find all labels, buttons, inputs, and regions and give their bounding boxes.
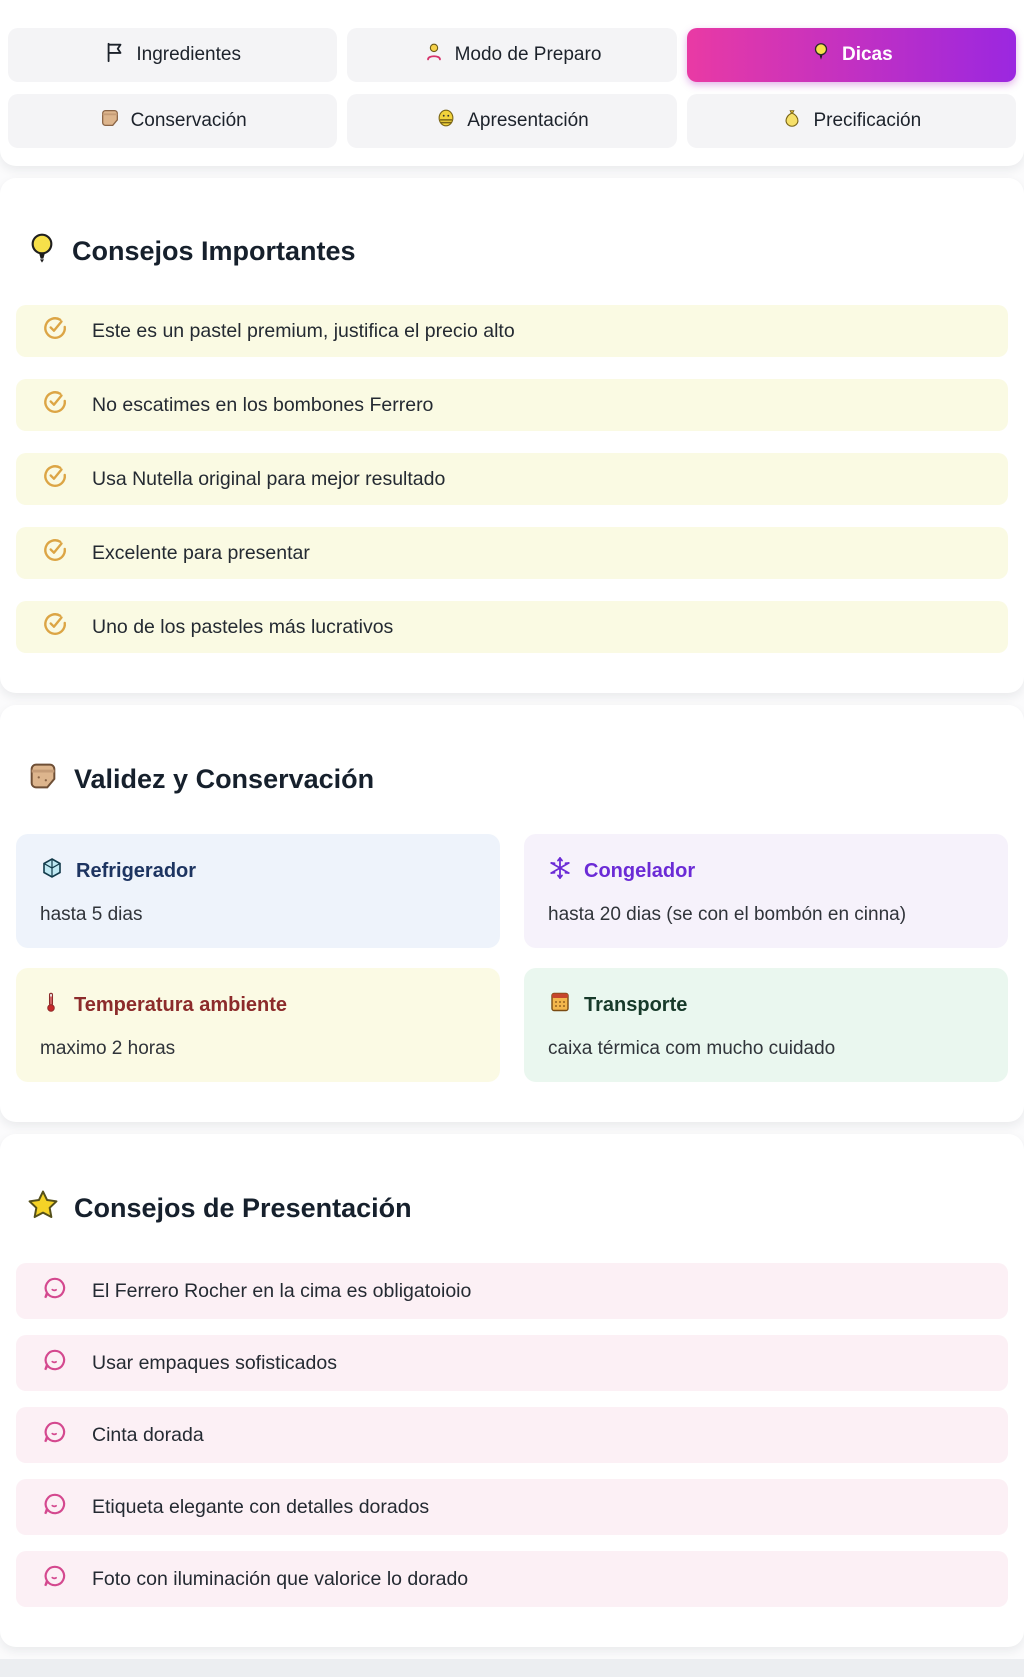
tab-label: Dicas [841,44,893,65]
snowflake-icon [548,856,572,886]
tab-label: Conservación [130,110,247,131]
card-value: caixa térmica com mucho cuidado [548,1038,836,1059]
check-circle-icon [42,463,68,495]
tab-label: Ingredientes [136,44,241,65]
section-title-text: Consejos Importantes [72,236,356,266]
card-header [548,990,984,1020]
card-header [40,856,476,886]
check-circle-icon [42,315,68,347]
tip-text: El Ferrero Rocher en la cima es obligatoioio [92,1279,472,1302]
tip-row [16,379,1008,431]
tip-row [16,1335,1008,1391]
speech-bubble-icon [42,1419,68,1451]
thermometer-icon [40,990,62,1020]
conservation-card-temperatura [16,968,500,1082]
tab-apresentacion[interactable] [347,94,676,148]
section-title [26,1188,1008,1229]
money-bag-icon [781,107,803,135]
tip-row [16,601,1008,653]
check-circle-icon [42,389,68,421]
lightbulb-icon [26,232,58,271]
card-header [40,990,476,1020]
tip-text: No escatimes en los bombones Ferrero [92,393,434,416]
chef-icon [423,41,445,69]
speech-bubble-icon [42,1275,68,1307]
tip-row [16,1407,1008,1463]
tip-text: Uno de los pasteles más lucrativos [92,615,394,638]
conservation-card-transporte [524,968,1008,1082]
presentation-tips-list [16,1263,1008,1607]
card-title: Transporte [584,993,688,1016]
card-value: maximo 2 horas [40,1038,176,1059]
bee-icon [435,107,457,135]
important-tips-list [16,305,1008,653]
package-icon [99,107,121,135]
check-circle-icon [42,611,68,643]
package-icon [26,759,60,800]
ice-icon [40,856,64,886]
card-value: hasta 5 dias [40,904,143,925]
card-header [548,856,984,886]
card-title: Congelador [584,859,696,882]
flag-icon [104,41,126,69]
tab-label: Modo de Preparo [454,44,602,65]
star-icon [26,1188,60,1229]
tip-text: Etiqueta elegante con detalles dorados [92,1495,430,1518]
tab-conservacion[interactable] [8,94,337,148]
lightbulb-icon [810,41,832,69]
card-value: hasta 20 dias (se con el bombón en cinna) [548,904,907,925]
section-title-text: Validez y Conservación [74,764,375,794]
tab-ingredientes[interactable] [8,28,337,82]
tab-modo-de-preparo[interactable] [347,28,676,82]
tip-row [16,1551,1008,1607]
tip-row [16,305,1008,357]
tip-text: Cinta dorada [92,1423,204,1446]
tip-row [16,527,1008,579]
section-title [26,759,1008,800]
tip-text: Este es un pastel premium, justifica el precio alto [92,319,515,342]
card-title: Refrigerador [76,859,197,882]
tip-row [16,1263,1008,1319]
transport-icon [548,990,572,1020]
section-consejos-presentacion [0,1134,1024,1647]
section-validez-conservacion [0,705,1024,1122]
tip-row [16,453,1008,505]
section-consejos-importantes [0,178,1024,693]
speech-bubble-icon [42,1563,68,1595]
check-circle-icon [42,537,68,569]
tip-text: Usar empaques sofisticados [92,1351,337,1374]
section-title-text: Consejos de Presentación [74,1193,412,1223]
speech-bubble-icon [42,1347,68,1379]
tip-text: Foto con iluminación que valorice lo dorado [92,1567,469,1590]
tip-row [16,1479,1008,1535]
tab-label: Apresentación [467,110,589,131]
card-title: Temperatura ambiente [74,993,288,1016]
tab-precificacion[interactable] [687,94,1016,148]
tab-bar [0,0,1024,166]
conservation-card-refrigerador [16,834,500,948]
tab-label: Precificación [813,110,922,131]
tip-text: Excelente para presentar [92,541,310,564]
tab-dicas[interactable] [687,28,1016,82]
conservation-grid [16,834,1008,1082]
page-background-strip [0,1659,1024,1677]
speech-bubble-icon [42,1491,68,1523]
tabs-grid [8,28,1016,148]
conservation-card-congelador [524,834,1008,948]
section-title [26,232,1008,271]
tip-text: Usa Nutella original para mejor resultado [92,467,446,490]
